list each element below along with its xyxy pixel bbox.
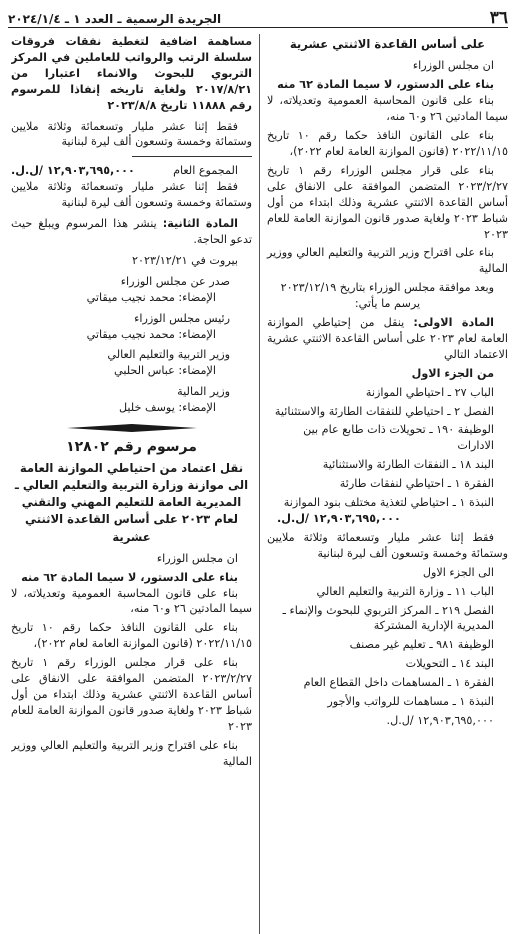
from-item: الوظيفة ١٩٠ ـ تحويلات ذات طابع عام بين الادارات	[303, 423, 494, 453]
to-item: الوظيفة ٩٨١ ـ تعليم غير مصنف	[349, 638, 494, 652]
preamble-proposal: بناء على اقتراح وزير التربية والتعليم العالي ووزير المالية	[11, 738, 252, 768]
preamble-proposal: بناء على اقتراح وزير التربية والتعليم العالي ووزير المالية	[267, 246, 508, 276]
right-column	[262, 34, 508, 934]
article-2	[11, 216, 252, 248]
from-item: البند ١٨ ـ النفقات الطارئة والاستثنائية	[322, 458, 494, 472]
signature-role: صدر عن مجلس الوزراء	[120, 274, 230, 288]
from-amount: ١٢,٩٠٣,٦٩٥,٠٠٠ /ل.ل.	[277, 512, 401, 526]
section-ornament	[11, 424, 252, 432]
from-part-label: من الجزء الاول	[411, 366, 494, 380]
signature-name: الإمضاء: محمد نجيب ميقاتي	[86, 290, 216, 304]
contribution-amount-words: فقط إثنا عشر مليار وتسعمائة وثلاثة ملايين وستمائة وخمسة وتسعون ألف ليرة لبنانية	[11, 119, 252, 149]
preamble-budget-law: بناء على القانون النافذ حكما رقم ١٠ تاريخ ٢٠٢٢/١١/١٥ (قانون الموازنة العامة لعام ٢٠٢٢)،	[267, 129, 508, 158]
page-number: ٣٦	[489, 8, 508, 28]
article-1-text: ينقل من إحتياطي الموازنة العامة لعام ٢٠٢٣ على أساس القاعدة الاثنتي عشرية الاعتماد التالي	[267, 316, 508, 361]
to-item: النبذة ١ ـ مساهمات للرواتب والأجور	[327, 695, 494, 709]
grand-total-label: المجموع العام	[173, 164, 238, 178]
to-item: الفصل ٢١٩ ـ المركز التربوي للبحوث والإنماء ـ المديرية الإدارية المشتركة	[282, 603, 494, 633]
from-item: النبذة ١ ـ احتياطي لتغذية مختلف بنود الموازنة	[283, 496, 494, 510]
preamble-constitution: بناء على الدستور، لا سيما المادة ٦٢ منه	[21, 570, 238, 584]
grand-total-row	[11, 163, 252, 179]
section-title: على أساس القاعدة الاثنتي عشرية	[289, 37, 486, 51]
contribution-description: مساهمة اضافية لتغطية نفقات فروقات سلسلة الرتب والرواتب للعاملين في المركز التربوي للبحوث والانماء اعتبارا من ٢٠١٧/٨/٢١ ولغاية تاريخه إنفاذا للمرسوم رقم ١١٨٨٨ تاريخ ٢٠٢٣/٨/٨	[11, 35, 252, 112]
article-1-label: المادة الاولى:	[413, 316, 494, 330]
preamble-cabinet-decision: بناء على قرار مجلس الوزراء رقم ١ تاريخ ٢٠٢٣/٢/٢٧ المتضمن الموافقة على الانفاق على أساس القاعدة الاثنتي عشرية وذلك ابتداء من أول شباط ٢٠٢٣ ولغاية صدور قانون الموازنة العامة للعام ٢٠٢٣	[11, 656, 253, 733]
left-column	[11, 34, 257, 934]
signature-role: وزير التربية والتعليم العالي	[107, 348, 230, 362]
to-item: الفقرة ١ ـ المساهمات داخل القطاع العام	[303, 676, 494, 690]
place-date: بيروت في ٢٠٢٣/١٢/٢١	[131, 253, 238, 267]
from-item: الفقرة ١ ـ احتياطي لنفقات طارئة	[339, 477, 494, 491]
two-column-body	[8, 34, 508, 934]
article-2-text: ينشر هذا المرسوم ويبلغ حيث تدعو الحاجة.	[11, 217, 252, 246]
signature-name: الإمضاء: يوسف خليل	[118, 401, 216, 415]
grand-total-words: فقط إثنا عشر مليار وتسعمائة وثلاثة ملايين وستمائة وخمسة وتسعون ألف ليرة لبنانية	[11, 180, 252, 210]
signature-role: رئيس مجلس الوزراء	[134, 311, 230, 325]
article-2-label: المادة الثانية:	[162, 217, 238, 231]
from-item: الفصل ٢ ـ احتياطي للنفقات الطارئة والاستثنائية	[274, 404, 494, 418]
to-part-label: الى الجزء الاول	[422, 565, 494, 579]
decrees-line: يرسم ما يأتي:	[354, 297, 421, 311]
decree-subject: نقل اعتماد من احتياطي الموازنة العامة الى موازنة وزارة التربية والتعليم العالي ـ المديرية العامة للتعليم المهني والتقني لعام ٢٠٢٣ على أساس القاعدة الاثنتي عشرية	[14, 460, 249, 544]
signature-name: الإمضاء: عباس الحلبي	[114, 364, 216, 378]
preamble-accounting-law: بناء على قانون المحاسبة العمومية وتعديلاته، لا سيما المادتين ٢٦ و٦٠ منه،	[11, 586, 252, 616]
decree-number-title: مرسوم رقم ١٢٨٠٢	[66, 439, 197, 456]
signature-name: الإمضاء: محمد نجيب ميقاتي	[86, 327, 216, 341]
to-item: البند ١٤ ـ التحويلات	[405, 657, 494, 671]
ornament-divider-icon	[67, 424, 197, 432]
from-item: الباب ٢٧ ـ احتياطي الموازنة	[365, 385, 494, 399]
grand-total-amount: ١٢,٩٠٣,٦٩٥,٠٠٠ /ل.ل.	[11, 164, 135, 178]
council-line: ان مجلس الوزراء	[156, 551, 238, 565]
to-item: الباب ١١ ـ وزارة التربية والتعليم العالي	[316, 584, 494, 598]
gazette-issue-line: الجريدة الرسمية ـ العدد ١ ـ ٢٠٢٤/١/٤	[8, 12, 222, 26]
to-amount: ١٢,٩٠٣,٦٩٥,٠٠٠ /ل.ل.	[386, 713, 494, 727]
signature-role: وزير المالية	[177, 385, 230, 399]
from-amount-row	[267, 511, 508, 527]
total-separator	[132, 156, 252, 157]
preamble-approval: وبعد موافقة مجلس الوزراء بتاريخ ٢٠٢٣/١٢/١٩	[280, 281, 494, 295]
preamble-budget-law: بناء على القانون النافذ حكما رقم ١٠ تاريخ ٢٠٢٢/١١/١٥ (قانون الموازنة العامة لعام ٢٠٢٢)،	[11, 621, 252, 651]
preamble-constitution: بناء على الدستور، لا سيما المادة ٦٢ منه	[277, 78, 494, 92]
column-divider	[259, 34, 260, 934]
from-amount-words: فقط إثنا عشر مليار وتسعمائة وثلاثة ملايين وستمائة وخمسة وتسعون ألف ليرة لبنانية	[267, 530, 508, 560]
article-1	[267, 315, 508, 363]
page-header	[8, 6, 508, 28]
preamble-cabinet-decision: بناء على قرار مجلس الوزراء رقم ١ تاريخ ٢٠٢٣/٢/٢٧ المتضمن الموافقة على الانفاق على أساس القاعدة الاثنتي عشرية وذلك ابتداء من أول شباط ٢٠٢٣ ولغاية صدور قانون الموازنة العامة للعام ٢٠٢٣	[267, 163, 508, 241]
preamble-accounting-law: بناء على قانون المحاسبة العمومية وتعديلاته، لا سيما المادتين ٢٦ و٦٠ منه،	[267, 94, 508, 124]
council-line: ان مجلس الوزراء	[412, 59, 494, 73]
